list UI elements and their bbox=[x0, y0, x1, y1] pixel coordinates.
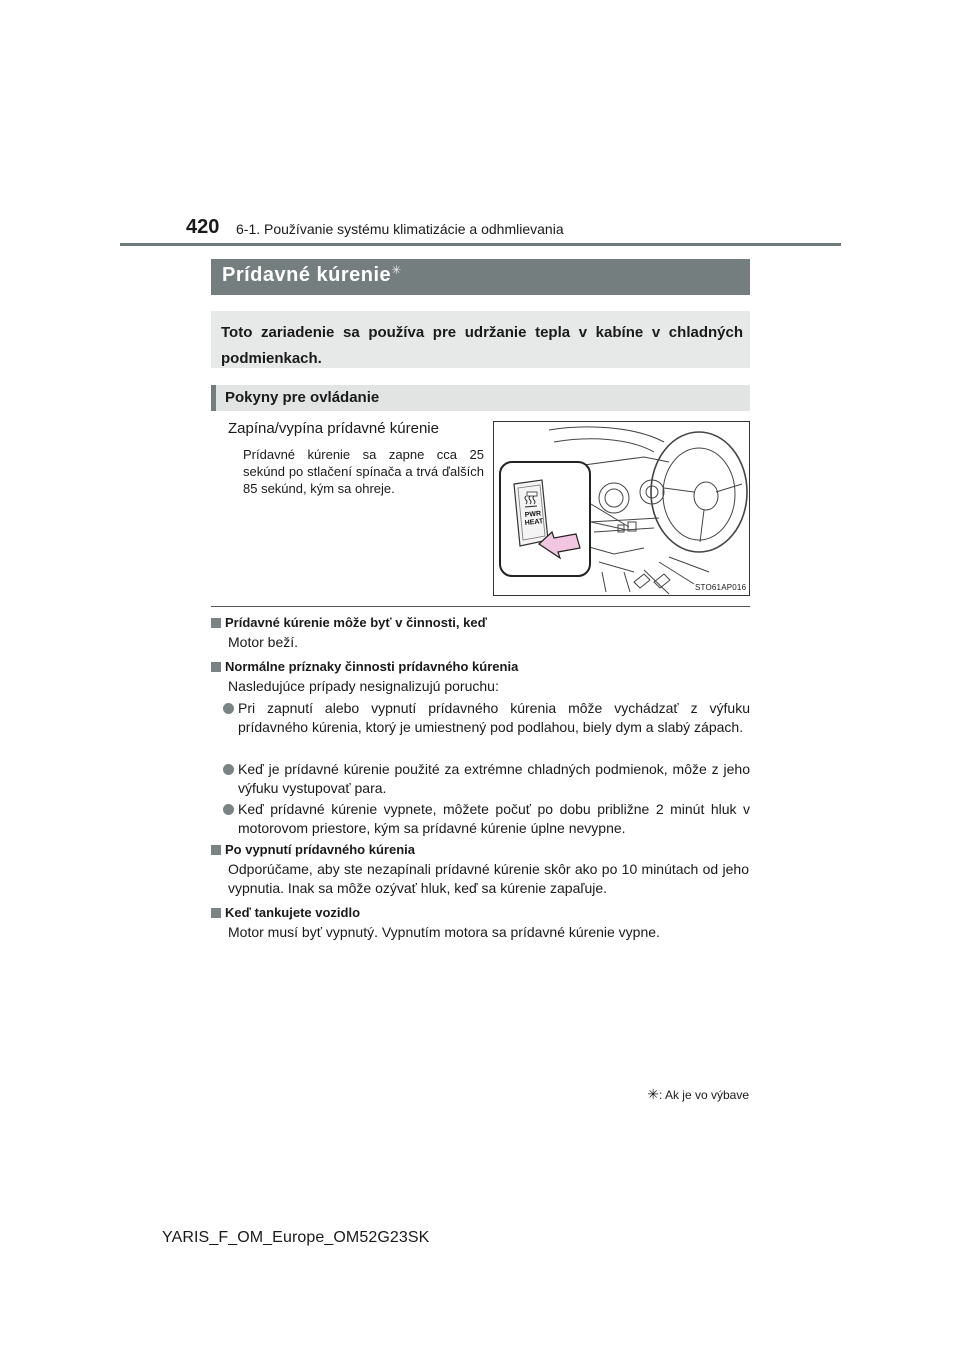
note-heading-4 bbox=[211, 905, 360, 920]
note-heading-text: Prídavné kúrenie môže byť v činnosti, keď bbox=[225, 615, 487, 630]
figure-code: STO61AP016 bbox=[695, 583, 747, 592]
round-bullet-icon bbox=[223, 804, 234, 815]
dashboard-drawing bbox=[494, 422, 750, 596]
note-heading-1 bbox=[211, 615, 487, 630]
list-item-text: Keď prídavné kúrenie vypnete, môžete počuť po dobu približne 2 minút hluk v motorovom priestore, kým sa prídavné kúrenie úplne nevypne. bbox=[238, 801, 750, 836]
dashboard-illustration bbox=[493, 421, 750, 596]
note-body-1: Motor beží. bbox=[228, 634, 299, 650]
round-bullet-icon bbox=[223, 764, 234, 775]
note-heading-text: Normálne príznaky činnosti prídavného kúrenia bbox=[225, 659, 519, 674]
note-body-2: Nasledujúce prípady nesignalizujú poruchu: bbox=[228, 678, 499, 694]
note-heading-2 bbox=[211, 659, 518, 674]
pwr-heat-switch bbox=[514, 480, 548, 546]
square-bullet-icon bbox=[211, 845, 221, 855]
header-rule bbox=[120, 243, 841, 246]
content-divider bbox=[211, 606, 750, 607]
round-bullet-icon bbox=[223, 703, 234, 714]
note-heading-text: Keď tankujete vozidlo bbox=[225, 905, 361, 920]
square-bullet-icon bbox=[211, 662, 221, 672]
page-title-text: Prídavné kúrenie bbox=[222, 264, 392, 286]
running-head: 6-1. Používanie systému klimatizácie a odhmlievania bbox=[236, 221, 564, 237]
operation-description: Prídavné kúrenie sa zapne cca 25 sekúnd po stlačení spínača a trvá ďalších 85 sekúnd, kým sa ohreje. bbox=[243, 447, 484, 496]
note-heading-3 bbox=[211, 842, 415, 857]
switch-label-line2: HEAT bbox=[524, 518, 544, 527]
list-item-text: Pri zapnutí alebo vypnutí prídavného kúrenia môže vychádzať z výfuku prídavného kúrenia, ktorý je umiestnený pod podlahou, biely dym a slabý zápach. bbox=[238, 700, 750, 735]
section-heading: Pokyny pre ovládanie bbox=[225, 389, 380, 406]
operation-title: Zapína/vypína prídavné kúrenie bbox=[228, 420, 439, 437]
page-title bbox=[222, 263, 402, 287]
page-number: 420 bbox=[186, 216, 220, 238]
section-title-bar bbox=[211, 259, 750, 295]
footnote-text: : Ak je vo výbave bbox=[658, 1088, 749, 1102]
intro-text: Toto zariadenie sa používa pre udržanie tepla v kabíne v chladných podmienkach. bbox=[221, 324, 743, 367]
section-heading-accent bbox=[211, 385, 216, 411]
document-footer: YARIS_F_OM_Europe_OM52G23SK bbox=[162, 1229, 430, 1246]
section-heading-bar bbox=[211, 385, 750, 411]
optional-equipment-mark: ✳ bbox=[391, 263, 402, 277]
square-bullet-icon bbox=[211, 908, 221, 918]
square-bullet-icon bbox=[211, 618, 221, 628]
list-item-text: Keď je prídavné kúrenie použité za extrémne chladných podmienok, môže z jeho výfuku vystupovať para. bbox=[238, 761, 750, 796]
note-heading-text: Po vypnutí prídavného kúrenia bbox=[225, 842, 415, 857]
footnote-mark: ✳ bbox=[647, 1086, 659, 1102]
footnote bbox=[647, 1086, 749, 1103]
note-body-4: Motor musí byť vypnutý. Vypnutím motora sa prídavné kúrenie vypne. bbox=[228, 924, 660, 940]
intro-box bbox=[211, 311, 750, 368]
switch-label-line1: PWR bbox=[524, 510, 542, 519]
note-body-3: Odporúčame, aby ste nezapínali prídavné kúrenie skôr ako po 10 minútach od jeho vypnutia. Inak sa môže ozývať hluk, keď sa kúrenie zapaľuje. bbox=[228, 861, 749, 896]
